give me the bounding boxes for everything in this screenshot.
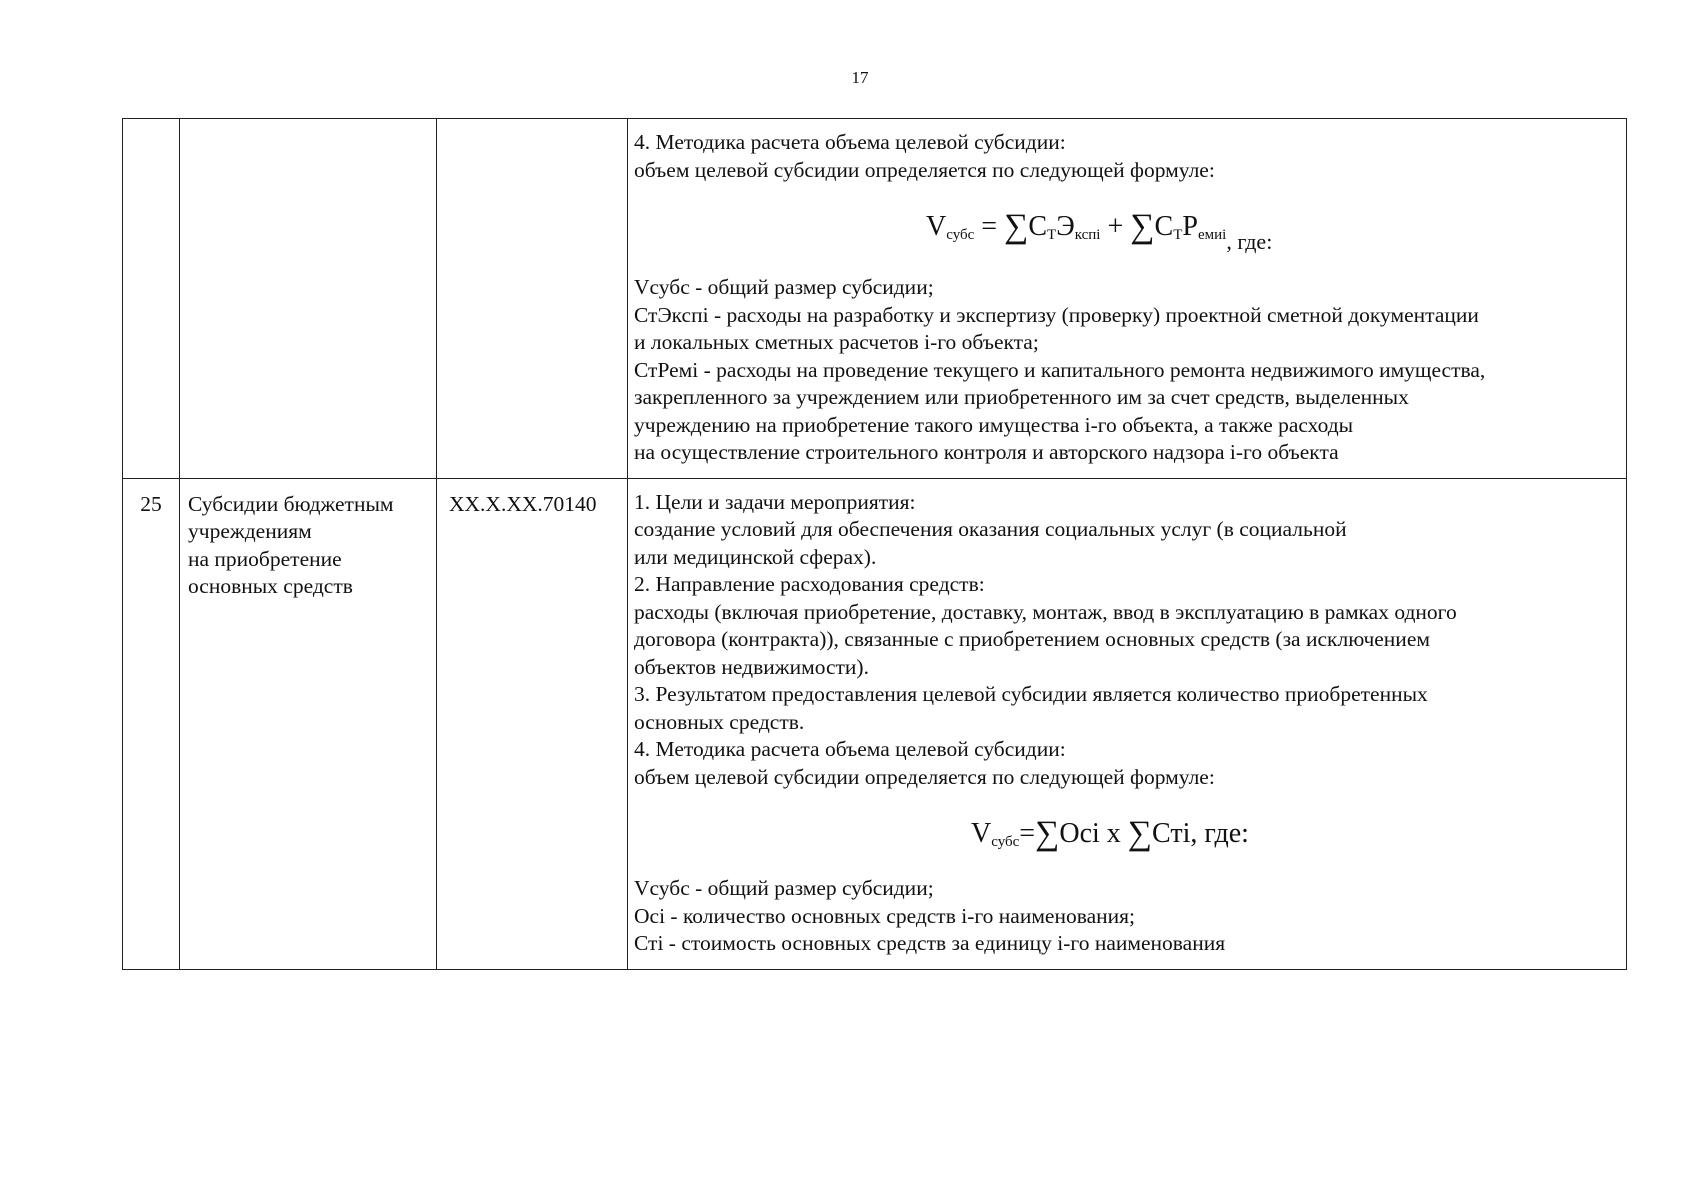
- budget-code: XX.X.XX.70140: [437, 478, 628, 969]
- cell-code-empty: [437, 119, 628, 479]
- text-line: или медицинской сферах).: [634, 544, 877, 569]
- formula-plus: +: [1107, 211, 1124, 242]
- legend-line: Vсубс - общий размер субсидии;: [634, 876, 934, 900]
- text-line: расходы (включая приобретение, доставку, монтаж, ввод в эксплуатацию в рамках одного: [634, 599, 1457, 624]
- legend-line: СтЭкспi - расходы на разработку и экспертизу (проверку) проектной сметной документации: [634, 302, 1479, 327]
- subsidy-table: [122, 118, 1627, 970]
- formula-v: V: [926, 211, 947, 242]
- formula-term: Э: [1056, 211, 1075, 242]
- formula-subscript: субс: [946, 227, 975, 243]
- title-line: Субсидии бюджетным: [188, 491, 394, 516]
- formula-equals: =: [1019, 818, 1036, 849]
- text-line: 1. Цели и задачи мероприятия:: [634, 489, 916, 514]
- row-number: 25: [123, 478, 180, 969]
- text-line: договора (контракта)), связанные с приобретением основных средств (за исключением: [634, 627, 1430, 651]
- sum-symbol: ∑: [1127, 815, 1153, 852]
- text-line: объектов недвижимости).: [634, 654, 869, 679]
- text-line: 2. Направление расходования средств:: [634, 572, 985, 596]
- formula-term: Осi х: [1059, 818, 1128, 849]
- legend-line: учреждению на приобретение такого имущества i-го объекта, а также расходы: [634, 412, 1354, 437]
- legend-line: Осi - количество основных средств i-го наименования;: [634, 903, 1136, 928]
- formula-subscript: емиi: [1197, 227, 1227, 243]
- cell-name-empty: [180, 119, 437, 479]
- formula-term: С: [1028, 211, 1048, 242]
- table-row-continued: [123, 119, 1627, 479]
- text-line: 4. Методика расчета объема целевой субсидии:: [634, 130, 1066, 154]
- text-line: 4. Методика расчета объема целевой субсидии:: [634, 737, 1066, 761]
- cell-description: [628, 478, 1627, 969]
- formula-subscript: кспi: [1074, 227, 1101, 243]
- text-line: объем целевой субсидии определяется по следующей формуле:: [634, 764, 1215, 789]
- cell-number-empty: [123, 119, 180, 479]
- text-line: основных средств.: [634, 709, 805, 734]
- legend-line: Стi - стоимость основных средств за единицу i-го наименования: [634, 931, 1226, 955]
- sum-symbol: ∑: [1004, 208, 1029, 245]
- legend-line: и локальных сметных расчетов i-го объекта;: [634, 330, 1039, 354]
- formula-subscript: Т: [1047, 227, 1057, 243]
- title-line: на приобретение: [188, 546, 342, 571]
- formula-term: Стi, где:: [1152, 818, 1249, 849]
- legend-line: Vсубс - общий размер субсидии;: [634, 275, 934, 299]
- formula-capex: [634, 184, 1620, 274]
- formula-v: V: [971, 818, 992, 849]
- formula-term: С: [1154, 211, 1174, 242]
- formula-fixed-assets: [634, 791, 1620, 875]
- title-line: основных средств: [188, 574, 353, 598]
- cell-description: [628, 119, 1627, 479]
- formula-subscript: Т: [1173, 227, 1183, 243]
- text-line: создание условий для обеспечения оказания социальных услуг (в социальной: [634, 517, 1347, 541]
- formula-term: Р: [1182, 211, 1198, 242]
- title-line: учреждениям: [188, 519, 312, 543]
- legend-line: СтРемi - расходы на проведение текущего и капитального ремонта недвижимого имущества,: [634, 357, 1486, 382]
- formula-subscript: субс: [991, 834, 1020, 850]
- legend-line: на осуществление строительного контроля и авторского надзора i-го объекта: [634, 440, 1339, 464]
- row-title: [180, 478, 437, 969]
- text-line: объем целевой субсидии определяется по следующей формуле:: [634, 157, 1215, 182]
- text-line: 3. Результатом предоставления целевой субсидии является количество приобретенных: [634, 682, 1428, 706]
- legend-line: закрепленного за учреждением или приобретенного им за счет средств, выделенных: [634, 385, 1409, 409]
- sum-symbol: ∑: [1130, 208, 1155, 245]
- page-number: 17: [851, 68, 869, 87]
- table-row-25: [123, 478, 1627, 969]
- formula-equals: =: [981, 211, 998, 242]
- formula-where: , где:: [1226, 229, 1273, 254]
- sum-symbol: ∑: [1035, 815, 1060, 852]
